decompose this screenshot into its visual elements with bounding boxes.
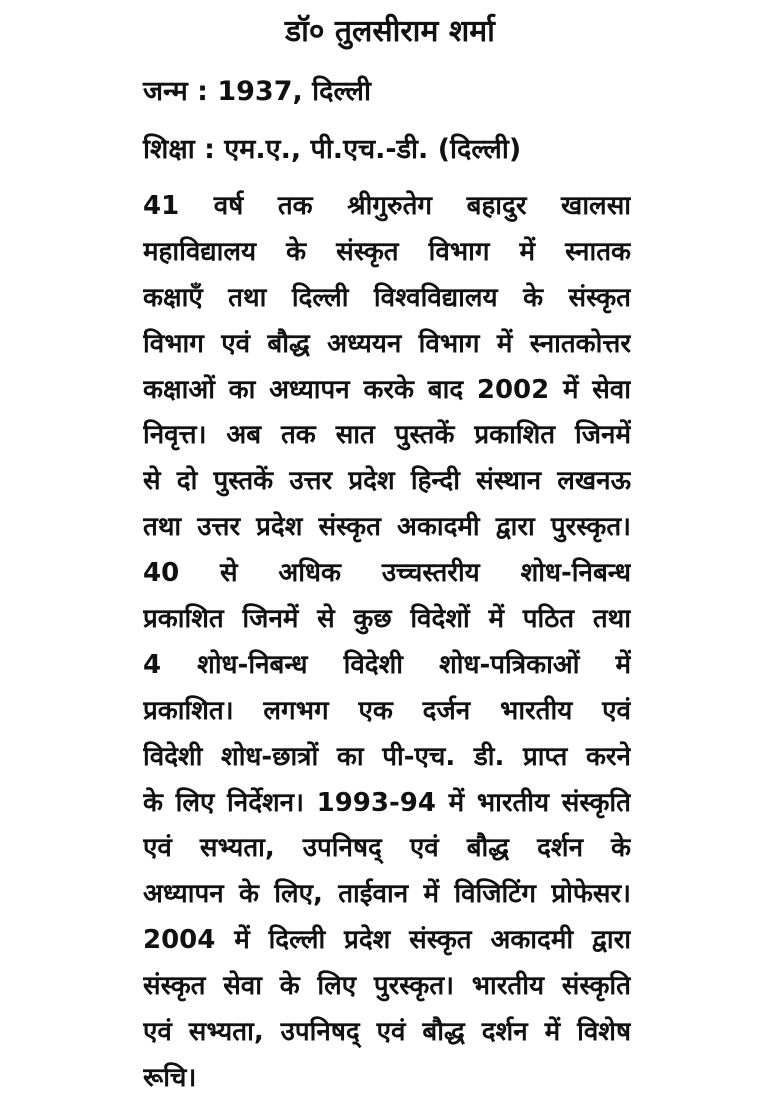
text-line: से दो पुस्तकें उत्तर प्रदेश हिन्दी संस्थान लखनऊ	[143, 466, 631, 497]
education-info: शिक्षा : एम.ए., पी.एच.-डी. (दिल्ली)	[143, 134, 522, 165]
text-line: 41 वर्ष तक श्रीगुरुतेग बहादुर खालसा	[143, 191, 631, 221]
text-line: 4 शोध-निबन्ध विदेशी शोध-पत्रिकाओं में	[143, 649, 631, 680]
text-line: विभाग एवं बौद्ध अध्ययन विभाग में स्नातकोत्तर	[143, 328, 631, 359]
text-line: महाविद्यालय के संस्कृत विभाग में स्नातक	[143, 236, 631, 267]
text-line: एवं सभ्यता, उपनिषद् एवं बौद्ध दर्शन के	[143, 833, 631, 864]
text-line: निवृत्त। अब तक सात पुस्तकें प्रकाशित जिनमें	[143, 420, 631, 451]
text-line: अध्यापन के लिए, ताईवान में विजिटिंग प्रोफेसर।	[143, 879, 631, 910]
text-line: प्रकाशित जिनमें से कुछ विदेशों में पठित तथा	[143, 604, 631, 635]
text-line: कक्षाएँ तथा दिल्ली विश्वविद्यालय के संस्कृत	[143, 282, 631, 313]
author-name-heading: डॉ० तुलसीराम शर्मा	[285, 14, 495, 49]
text-line: संस्कृत सेवा के लिए पुरस्कृत। भारतीय संस्कृति	[143, 971, 631, 1002]
text-line: के लिए निर्देशन। 1993-94 में भारतीय संस्कृति	[143, 787, 631, 818]
biography-paragraph	[143, 184, 631, 1102]
text-line: 2004 में दिल्ली प्रदेश संस्कृत अकादमी द्वारा	[143, 925, 631, 956]
text-line: रूचि।	[143, 1062, 197, 1093]
text-line: कक्षाओं का अध्यापन करके बाद 2002 में सेवा	[143, 374, 631, 405]
birth-info: जन्म : 1937, दिल्ली	[143, 76, 371, 107]
text-line: 40 से अधिक उच्चस्तरीय शोध-निबन्ध	[143, 558, 631, 589]
text-line: प्रकाशित। लगभग एक दर्जन भारतीय एवं	[143, 695, 631, 726]
text-line: एवं सभ्यता, उपनिषद् एवं बौद्ध दर्शन में विशेष	[143, 1017, 631, 1048]
text-line: विदेशी शोध-छात्रों का पी-एच. डी. प्राप्त करने	[143, 741, 631, 772]
text-line: तथा उत्तर प्रदेश संस्कृत अकादमी द्वारा पुरस्कृत।	[143, 512, 631, 543]
